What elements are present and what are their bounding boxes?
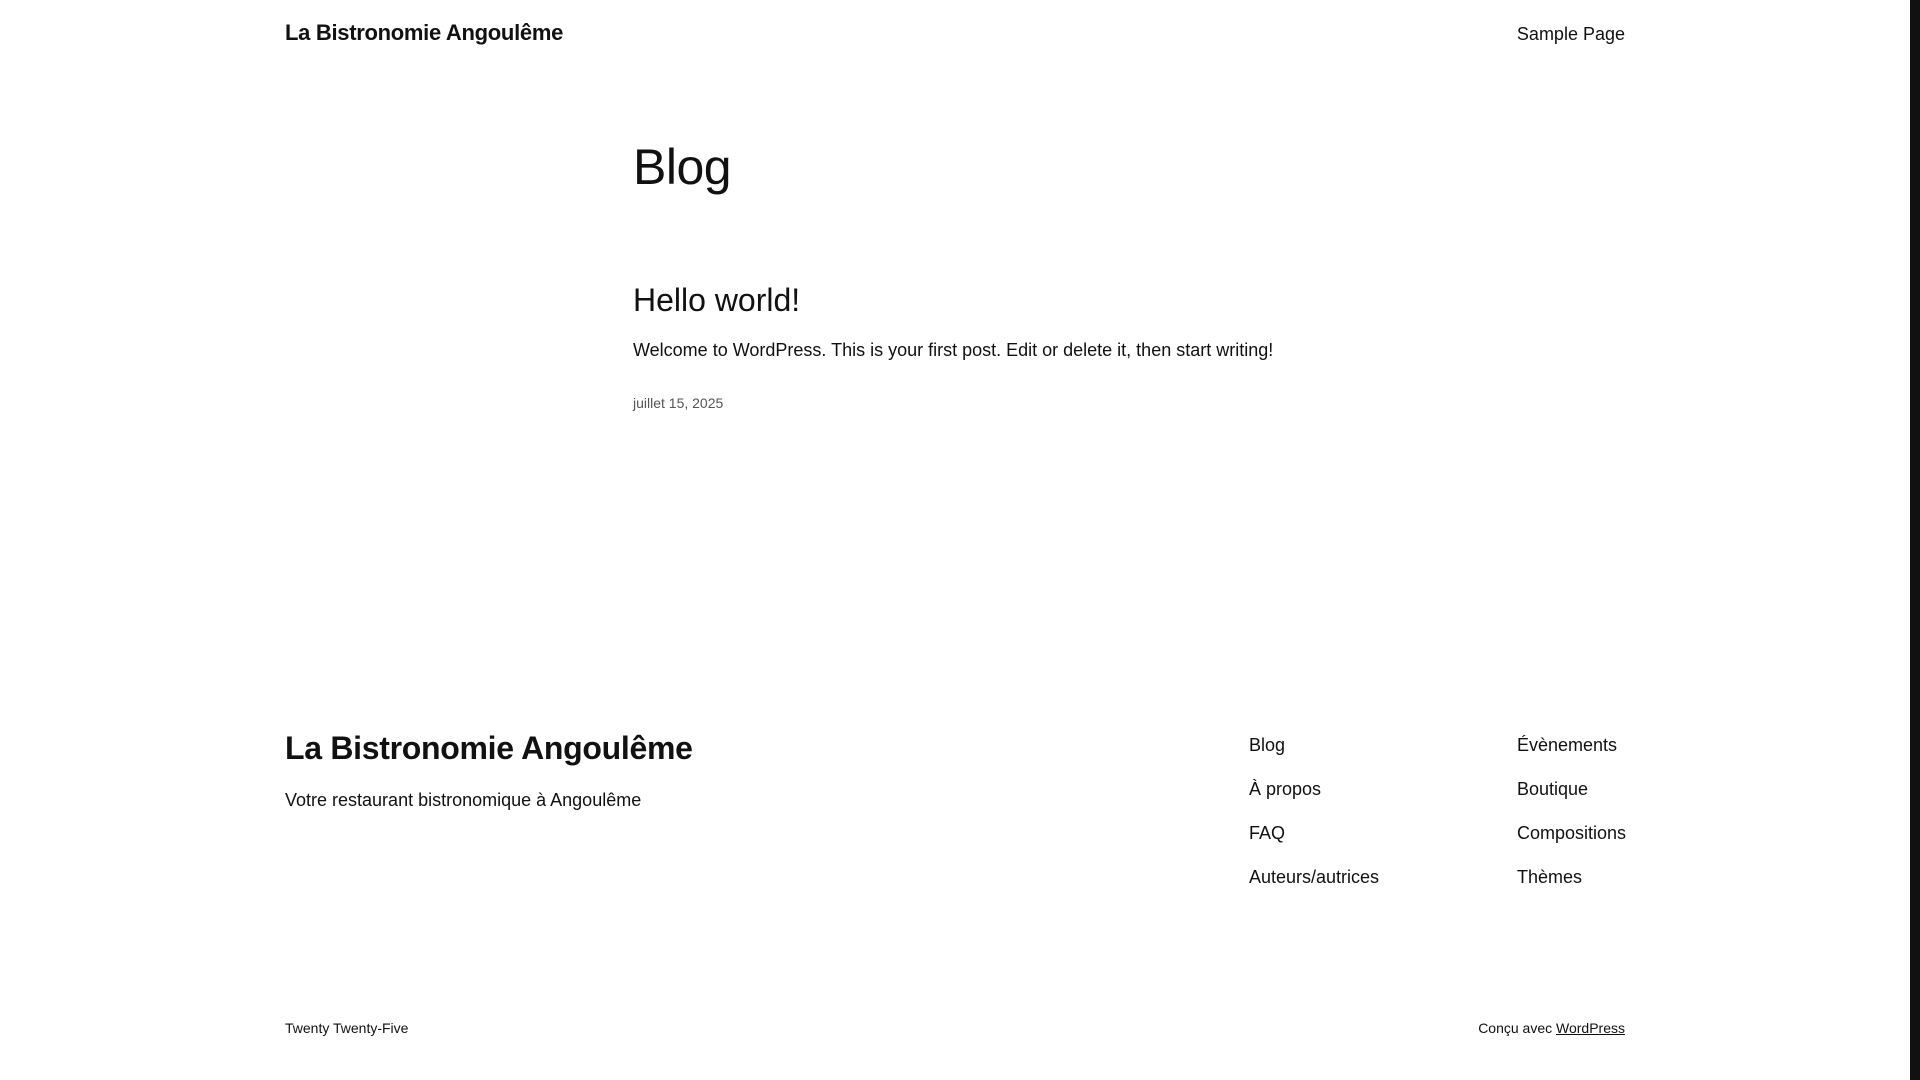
post-excerpt: Welcome to WordPress. This is your first post. Edit or delete it, then start writing! xyxy=(633,340,1274,360)
footer-site-title-link[interactable]: La Bistronomie Angoulême xyxy=(285,730,693,766)
footer-credit-prefix: Conçu avec xyxy=(1478,1020,1553,1036)
scrollbar[interactable] xyxy=(1910,0,1920,1080)
footer-nav-blog[interactable]: Blog xyxy=(1249,735,1286,755)
footer-nav-themes[interactable]: Thèmes xyxy=(1517,867,1583,887)
footer-nav-authors[interactable]: Auteurs/autrices xyxy=(1249,867,1380,887)
post-date[interactable]: juillet 15, 2025 xyxy=(633,395,724,411)
footer-nav-events[interactable]: Évènements xyxy=(1517,735,1618,755)
footer-credit xyxy=(1478,1020,1625,1036)
nav-item-sample-page[interactable]: Sample Page xyxy=(1516,24,1625,44)
wordpress-link[interactable]: WordPress xyxy=(1556,1020,1625,1036)
post-title xyxy=(633,282,800,319)
footer-nav-about[interactable]: À propos xyxy=(1249,779,1322,799)
footer-nav-right xyxy=(1517,734,1626,888)
post-title-link[interactable]: Hello world! xyxy=(633,282,801,318)
footer-nav-patterns[interactable]: Compositions xyxy=(1517,823,1627,843)
site-title-link[interactable]: La Bistronomie Angoulême xyxy=(285,20,564,45)
footer-theme-name: Twenty Twenty-Five xyxy=(285,1020,409,1036)
footer-nav-shop[interactable]: Boutique xyxy=(1517,779,1589,799)
footer-nav-faq[interactable]: FAQ xyxy=(1249,823,1286,843)
footer-site-title xyxy=(285,730,693,767)
footer-nav-left xyxy=(1249,734,1379,888)
footer-tagline: Votre restaurant bistronomique à Angoulême xyxy=(285,790,642,810)
page-title: Blog xyxy=(633,139,732,195)
